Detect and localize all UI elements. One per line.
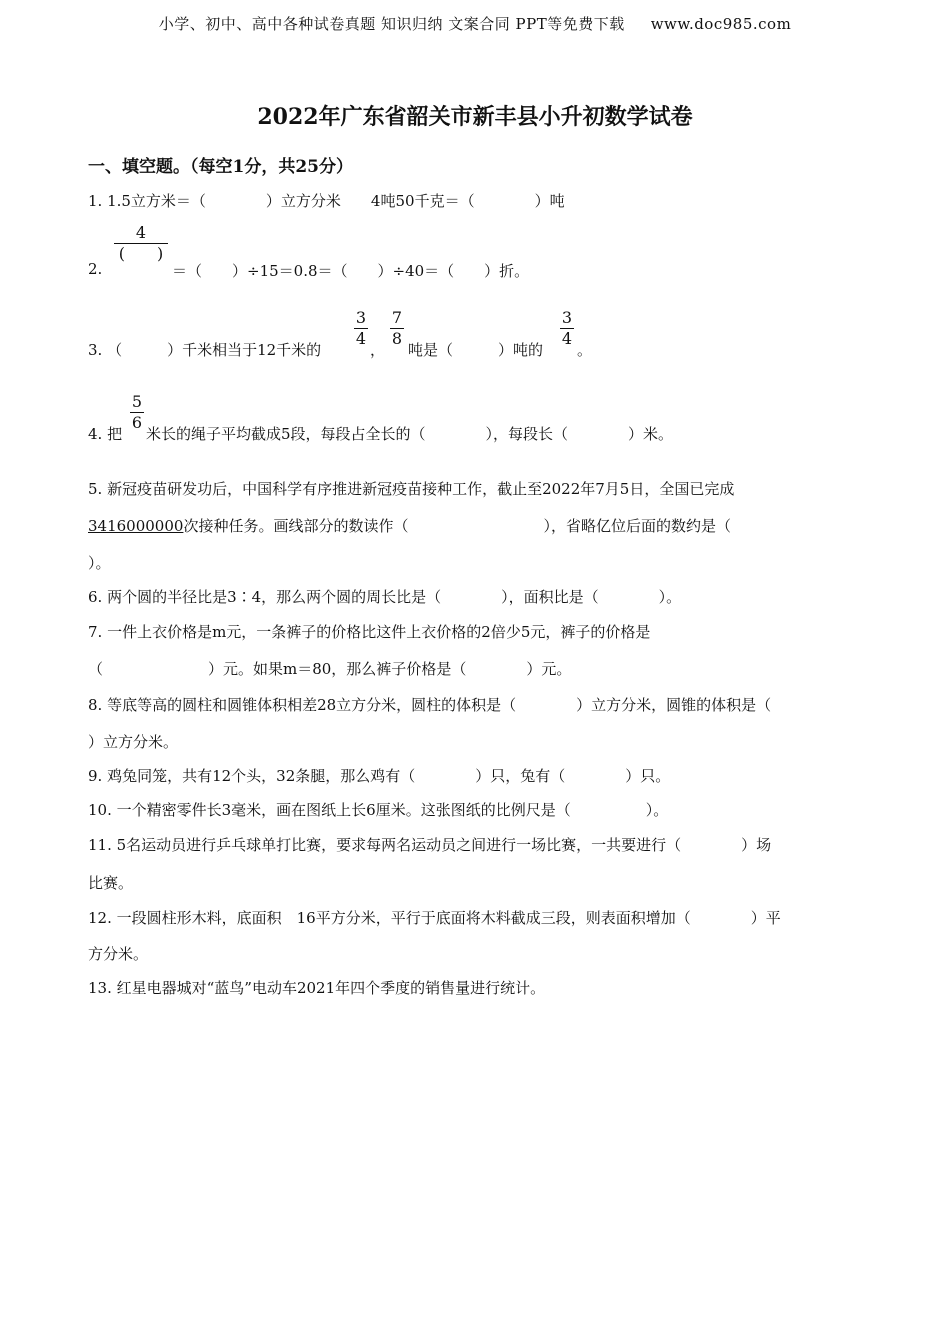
question-3-fraction-3 — [560, 308, 574, 349]
exam-title: 2022年广东省韶关市新丰县小升初数学试卷 — [257, 104, 693, 130]
question-13-text: 13. 红星电器城对“蓝鸟”电动车2021年四个季度的销售量进行统计。 — [88, 979, 546, 997]
question-12-line-1 — [88, 907, 781, 928]
question-8-text-2: ）立方分米。 — [88, 733, 179, 751]
question-5-text-2: 次接种任务。画线部分的数读作（ ），省略亿位后面的数约是（ — [183, 517, 731, 535]
question-5-text-1: 5. 新冠疫苗研发功后，中国科学有序推进新冠疫苗接种工作，截止至2022年7月5日，全国已完成 — [88, 480, 735, 498]
question-4-fraction — [130, 392, 144, 433]
question-7-line-1 — [88, 621, 650, 642]
question-6 — [88, 586, 681, 607]
question-8-line-2 — [88, 731, 178, 752]
page-header — [0, 13, 950, 34]
question-3-text-b — [408, 339, 543, 360]
question-10-text: 10. 一个精密零件长3毫米，画在图纸上长6厘米。这张图纸的比例尺是（ ）。 — [88, 801, 669, 819]
period: 。 — [577, 341, 593, 359]
question-9-text: 9. 鸡兔同笼，共有12个头，32条腿，那么鸡有（ ）只，兔有（ ）只。 — [88, 767, 671, 785]
question-11-text-1: 11. 5名运动员进行乒乓球单打比赛，要求每两名运动员之间进行一场比赛，一共要进行（ ）场 — [88, 836, 772, 854]
fraction-denominator: 8 — [391, 329, 403, 348]
fraction-numerator: 7 — [391, 308, 403, 327]
question-1-text: 1. 1.5立方米＝（ ）立方分米 4吨50千克＝（ ）吨 — [88, 192, 565, 210]
question-1 — [88, 190, 565, 211]
question-5-text-3: ）。 — [88, 554, 111, 572]
comma: ， — [370, 341, 386, 359]
fraction-numerator: 3 — [355, 308, 367, 327]
question-2-number: 2. — [88, 260, 103, 278]
question-5-line-1 — [88, 478, 734, 499]
question-13 — [88, 977, 545, 998]
question-11-line-2 — [88, 872, 133, 893]
question-12-text-1: 12. 一段圆柱形木料，底面积 16平方分米，平行于底面将木料截成三段，则表面积增加（ ）平 — [88, 909, 781, 927]
question-5-line-2 — [88, 515, 731, 536]
question-3-text-b-span: 吨是（ ）吨的 — [408, 341, 544, 359]
question-4-text-b: 米长的绳子平均截成5段，每段占全长的（ ），每段长（ ）米。 — [146, 425, 674, 443]
fraction-denominator: 6 — [131, 413, 143, 432]
fraction-numerator: 3 — [561, 308, 573, 327]
question-7-text-1: 7. 一件上衣价格是m元，一条裤子的价格比这件上衣价格的2倍少5元，裤子的价格是 — [88, 623, 651, 641]
question-10 — [88, 799, 668, 820]
question-2-text: ＝（ ）÷15＝0.8＝（ ）÷40＝（ ）折。 — [172, 262, 530, 280]
section-heading: 一、填空题。（每空1分，共25分） — [88, 157, 353, 177]
question-12-text-2: 方分米。 — [88, 945, 149, 963]
question-9 — [88, 765, 670, 786]
question-2-rest — [172, 260, 529, 281]
question-4-text — [146, 423, 673, 444]
fraction-denominator: 4 — [561, 329, 573, 348]
question-8-line-1 — [88, 694, 771, 715]
question-3 — [88, 339, 321, 360]
header-url[interactable]: www.doc985.com — [650, 15, 792, 33]
question-8-text-1: 8. 等底等高的圆柱和圆锥体积相差28立方分米，圆柱的体积是（ ）立方分米，圆锥的体积是（ — [88, 696, 772, 714]
header-text: 小学、初中、高中各种试卷真题 知识归纳 文案合同 PPT等免费下载 — [158, 15, 625, 33]
question-3-fraction-1 — [354, 308, 368, 349]
question-6-text: 6. 两个圆的半径比是3∶4，那么两个圆的周长比是（ ），面积比是（ ）。 — [88, 588, 682, 606]
question-3-end — [577, 339, 592, 360]
question-2 — [88, 260, 102, 278]
question-4 — [88, 423, 122, 444]
fraction-numerator: 5 — [131, 392, 143, 411]
fraction-numerator: 4 — [135, 223, 147, 242]
question-11-line-1 — [88, 834, 771, 855]
question-3-text-a: 3. （ ）千米相当于12千米的 — [88, 341, 322, 359]
underlined-number: 3416000000 — [88, 517, 184, 535]
question-7-text-2: （ ）元。如果m＝80，那么裤子价格是（ ）元。 — [88, 660, 572, 678]
question-11-text-2: 比赛。 — [88, 874, 134, 892]
fraction-denominator: 4 — [355, 329, 367, 348]
question-12-line-2 — [88, 943, 148, 964]
question-4-text-a: 4. 把 — [88, 425, 123, 443]
question-7-line-2 — [88, 658, 571, 679]
question-3-fraction-2 — [390, 308, 404, 349]
question-5-line-3 — [88, 552, 111, 573]
fraction-denominator: ( ) — [118, 244, 164, 263]
question-2-fraction — [114, 223, 168, 264]
question-3-comma — [370, 339, 385, 360]
